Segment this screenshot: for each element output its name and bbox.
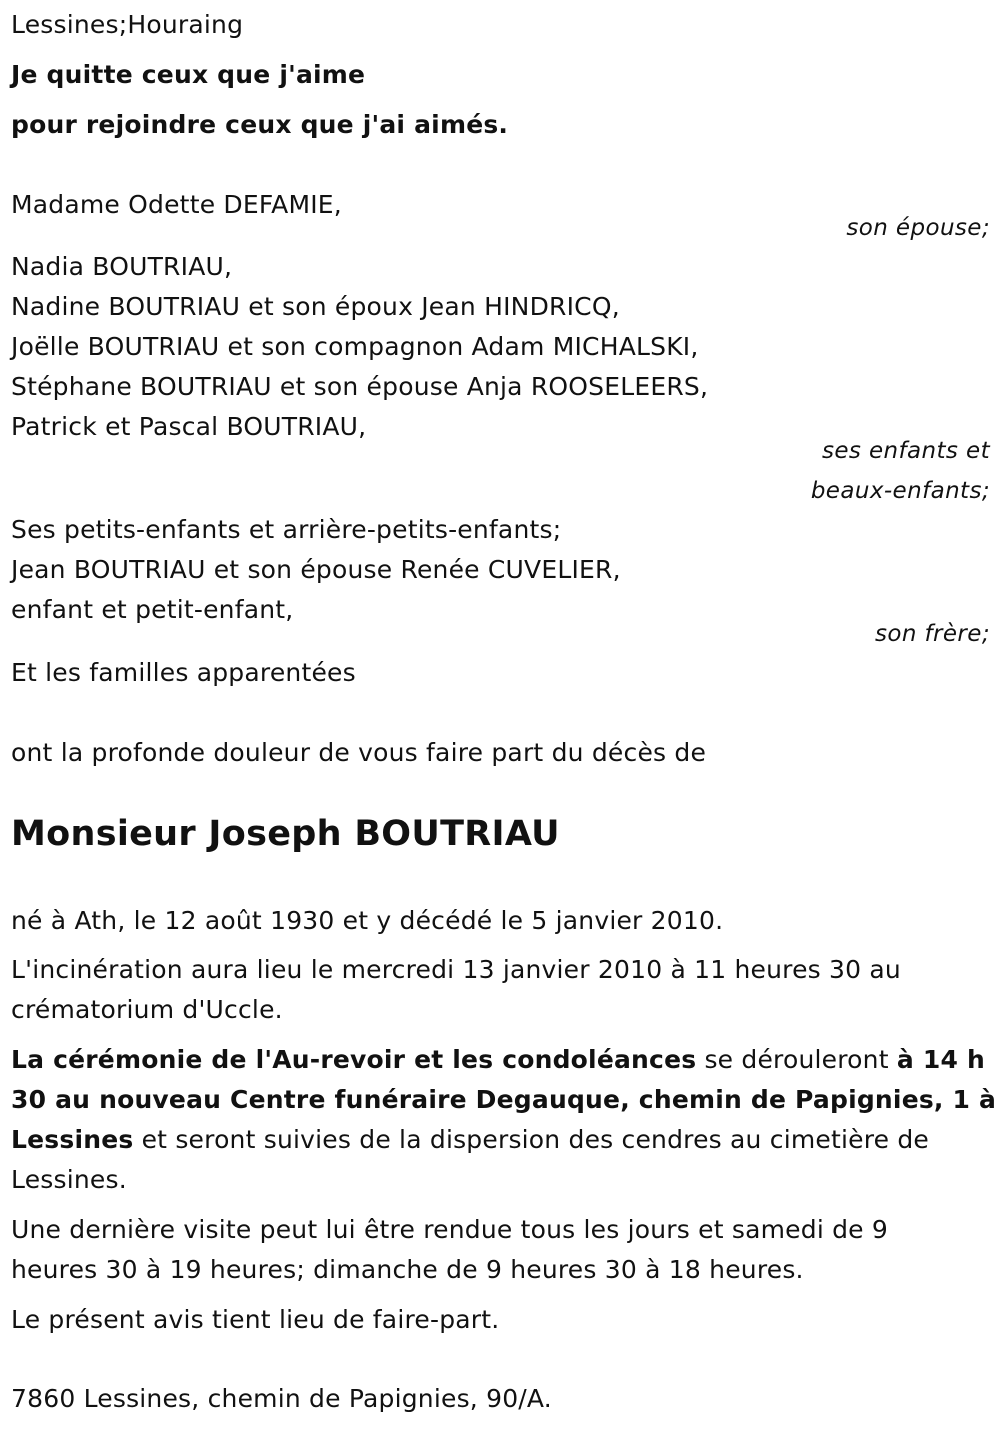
address-line: 7860 Lessines, chemin de Papignies, 90/A. — [11, 1384, 552, 1413]
ceremony-time-text: à 14 h — [896, 1045, 985, 1074]
quote-line-1: Je quitte ceux que j'aime — [11, 60, 366, 89]
visit-line-2: heures 30 à 19 heures; dimanche de 9 heures 30 à 18 heures. — [11, 1255, 804, 1284]
incineration-line-1: L'incinération aura lieu le mercredi 13 janvier 2010 à 11 heures 30 au — [11, 955, 901, 984]
deceased-name: Monsieur Joseph BOUTRIAU — [11, 814, 560, 854]
ceremony-place-text: Lessines — [11, 1125, 134, 1154]
ceremony-dispersion-text: et seront suivies de la dispersion des cendres au cimetière de — [133, 1125, 930, 1154]
notice-line: Le présent avis tient lieu de faire-part. — [11, 1305, 500, 1334]
ceremony-bold-text: La cérémonie de l'Au-revoir et les condoléances — [11, 1045, 697, 1074]
visit-line-1: Une dernière visite peut lui être rendue tous les jours et samedi de 9 — [11, 1215, 889, 1244]
relatives-line: Et les familles apparentées — [11, 658, 356, 687]
grandchildren-line: Ses petits-enfants et arrière-petits-enfants; — [11, 515, 562, 544]
children-role-line-1: ses enfants et — [821, 438, 990, 464]
location-line: Lessines;Houraing — [11, 10, 244, 39]
children-role-line-2: beaux-enfants; — [810, 478, 990, 504]
ceremony-line-4: Lessines. — [11, 1165, 127, 1194]
child-line: Nadia BOUTRIAU, — [11, 252, 233, 281]
brother-line-1: Jean BOUTRIAU et son épouse Renée CUVELIER, — [11, 555, 621, 584]
birth-death-line: né à Ath, le 12 août 1930 et y décédé le 5 janvier 2010. — [11, 906, 724, 935]
ceremony-line-2: 30 au nouveau Centre funéraire Degauque, chemin de Papignies, 1 à — [11, 1085, 997, 1114]
brother-role: son frère; — [874, 621, 990, 647]
child-line: Patrick et Pascal BOUTRIAU, — [11, 412, 367, 441]
ceremony-normal-text: se dérouleront — [696, 1045, 897, 1074]
incineration-line-2: crématorium d'Uccle. — [11, 995, 283, 1024]
child-line: Stéphane BOUTRIAU et son épouse Anja ROOSELEERS, — [11, 372, 709, 401]
brother-line-2: enfant et petit-enfant, — [11, 595, 294, 624]
ceremony-line-1 — [11, 1043, 985, 1077]
child-line: Joëlle BOUTRIAU et son compagnon Adam MICHALSKI, — [11, 332, 699, 361]
quote-line-2: pour rejoindre ceux que j'ai aimés. — [11, 110, 509, 139]
spouse-role: son épouse; — [846, 215, 990, 241]
announcement-intro: ont la profonde douleur de vous faire part du décès de — [11, 738, 707, 767]
child-line: Nadine BOUTRIAU et son époux Jean HINDRICQ, — [11, 292, 620, 321]
ceremony-line-3 — [11, 1123, 929, 1157]
spouse-name: Madame Odette DEFAMIE, — [11, 190, 342, 219]
